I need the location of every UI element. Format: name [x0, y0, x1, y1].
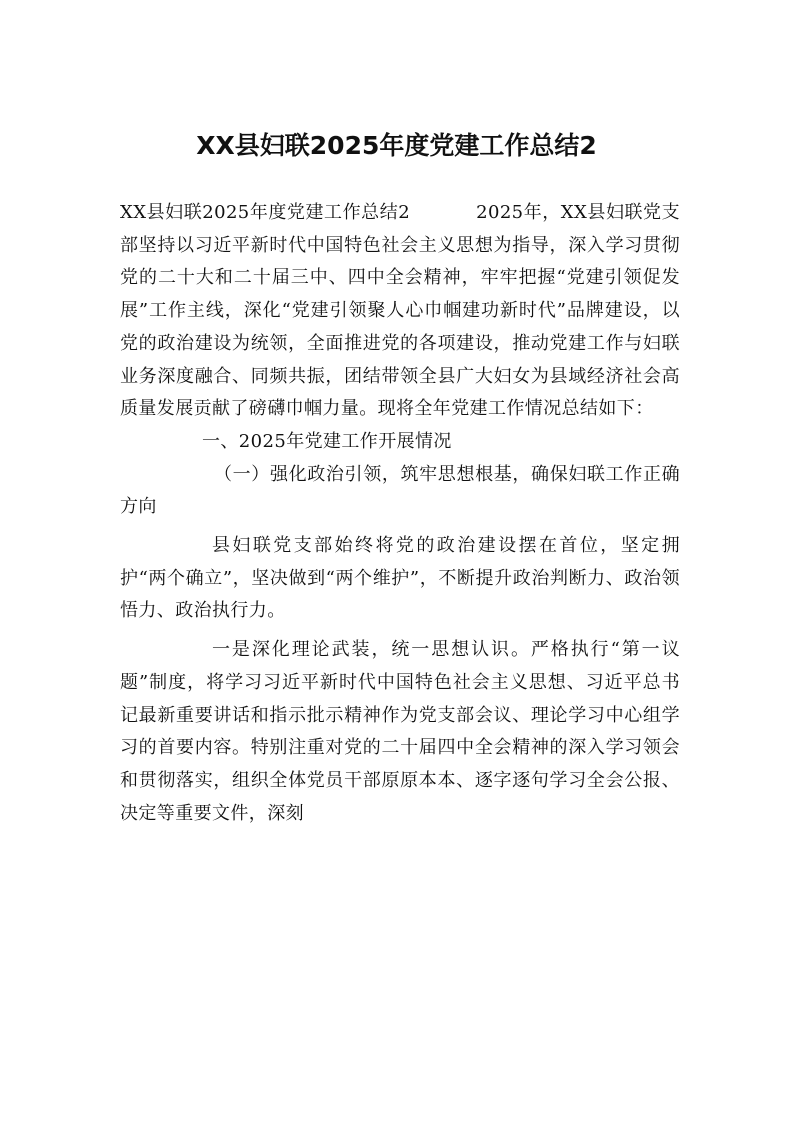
document-title: XX县妇联2025年度党建工作总结2 [196, 131, 597, 160]
document-body [120, 197, 680, 830]
intro-body: 2025年，XX县妇联党支部坚持以习近平新时代中国特色社会主义思想为指导，深入学习贯彻党的二十大和二十届三中、四中全会精神，牢牢把握“党建引领促发展”工作主线，深化“党建引领聚人心巾帼建功新时代”品牌建设，以党的政治建设为统领，全面推进党的各项建设，推动党建工作与妇联业务深度融合、同频共振，团结带领全县广大妇女为县域经济社会高质量发展贡献了磅礴巾帼力量。现将全年党建工作情况总结如下： [120, 202, 681, 420]
body-paragraph-1: 县妇联党支部始终将党的政治建设摆在首位，坚定拥护“两个确立”，坚决做到“两个维护”，不断提升政治判断力、政治领悟力、政治执行力。 [120, 535, 680, 622]
intro-lead: XX县妇联2025年度党建工作总结2 [120, 202, 411, 223]
body-paragraph-2: 一是深化理论武装，统一思想认识。严格执行“第一议题”制度，将学习习近平新时代中国特色社会主义思想、习近平总书记最新重要讲话和指示批示精神作为党支部会议、理论学习中心组学习的首要内容。特别注重对党的二十届四中全会精神的深入学习领会和贯彻落实，组织全体党员干部原原本本、逐字逐句学习全会公报、决定等重要文件，深刻 [120, 639, 680, 824]
section-heading: 一、2025年党建工作开展情况 [202, 430, 452, 452]
intro-paragraph [120, 197, 680, 426]
subsection-heading: （一）强化政治引领，筑牢思想根基，确保妇联工作正确方向 [120, 463, 680, 518]
